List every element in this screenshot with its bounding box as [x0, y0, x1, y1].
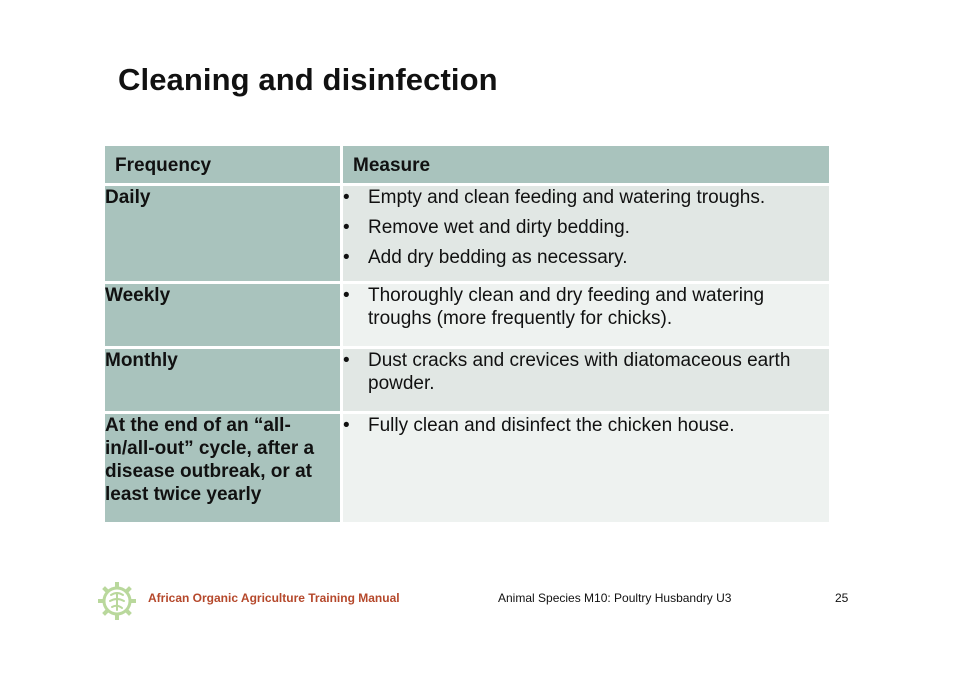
measure-text: Dust cracks and crevices with diatomaceous earth powder.	[368, 350, 791, 394]
list-item	[343, 414, 829, 437]
measure-cell	[343, 349, 829, 414]
measure-list	[343, 414, 829, 437]
footer-module: Animal Species M10: Poultry Husbandry U3	[498, 591, 732, 605]
bullet-icon: •	[343, 415, 350, 436]
measure-text: Thoroughly clean and dry feeding and watering troughs (more frequently for chicks).	[368, 285, 765, 329]
frequency-cell: Daily	[105, 186, 343, 284]
header-frequency: Frequency	[105, 146, 343, 186]
page-number: 25	[835, 591, 849, 605]
measure-text: Empty and clean feeding and watering troughs.	[368, 187, 766, 208]
measure-list	[343, 349, 829, 395]
cleaning-schedule-table	[105, 146, 829, 525]
measure-cell	[343, 414, 829, 525]
measure-text: Fully clean and disinfect the chicken house.	[368, 415, 735, 436]
measure-list	[343, 186, 829, 269]
measure-text: Add dry bedding as necessary.	[368, 247, 628, 268]
measure-cell	[343, 186, 829, 284]
table-row	[105, 186, 829, 284]
list-item	[343, 246, 829, 269]
table-row	[105, 284, 829, 349]
table-header-row	[105, 146, 829, 186]
list-item	[343, 216, 829, 239]
frequency-cell: Monthly	[105, 349, 343, 414]
table-row	[105, 414, 829, 525]
header-measure: Measure	[343, 146, 829, 186]
footer-manual-title: African Organic Agriculture Training Manual	[148, 591, 400, 605]
list-item	[343, 284, 829, 330]
measure-text: Remove wet and dirty bedding.	[368, 217, 630, 238]
gear-leaf-logo-icon	[96, 580, 138, 622]
list-item	[343, 349, 829, 395]
measure-cell	[343, 284, 829, 349]
bullet-icon: •	[343, 350, 350, 371]
bullet-icon: •	[343, 247, 350, 268]
slide-title: Cleaning and disinfection	[118, 62, 498, 97]
bullet-icon: •	[343, 217, 350, 238]
bullet-icon: •	[343, 187, 350, 208]
measure-list	[343, 284, 829, 330]
bullet-icon: •	[343, 285, 350, 306]
table-row	[105, 349, 829, 414]
frequency-cell: At the end of an “all-in/all-out” cycle, after a disease outbreak, or at least twice yearly	[105, 414, 343, 525]
frequency-cell: Weekly	[105, 284, 343, 349]
list-item	[343, 186, 829, 209]
